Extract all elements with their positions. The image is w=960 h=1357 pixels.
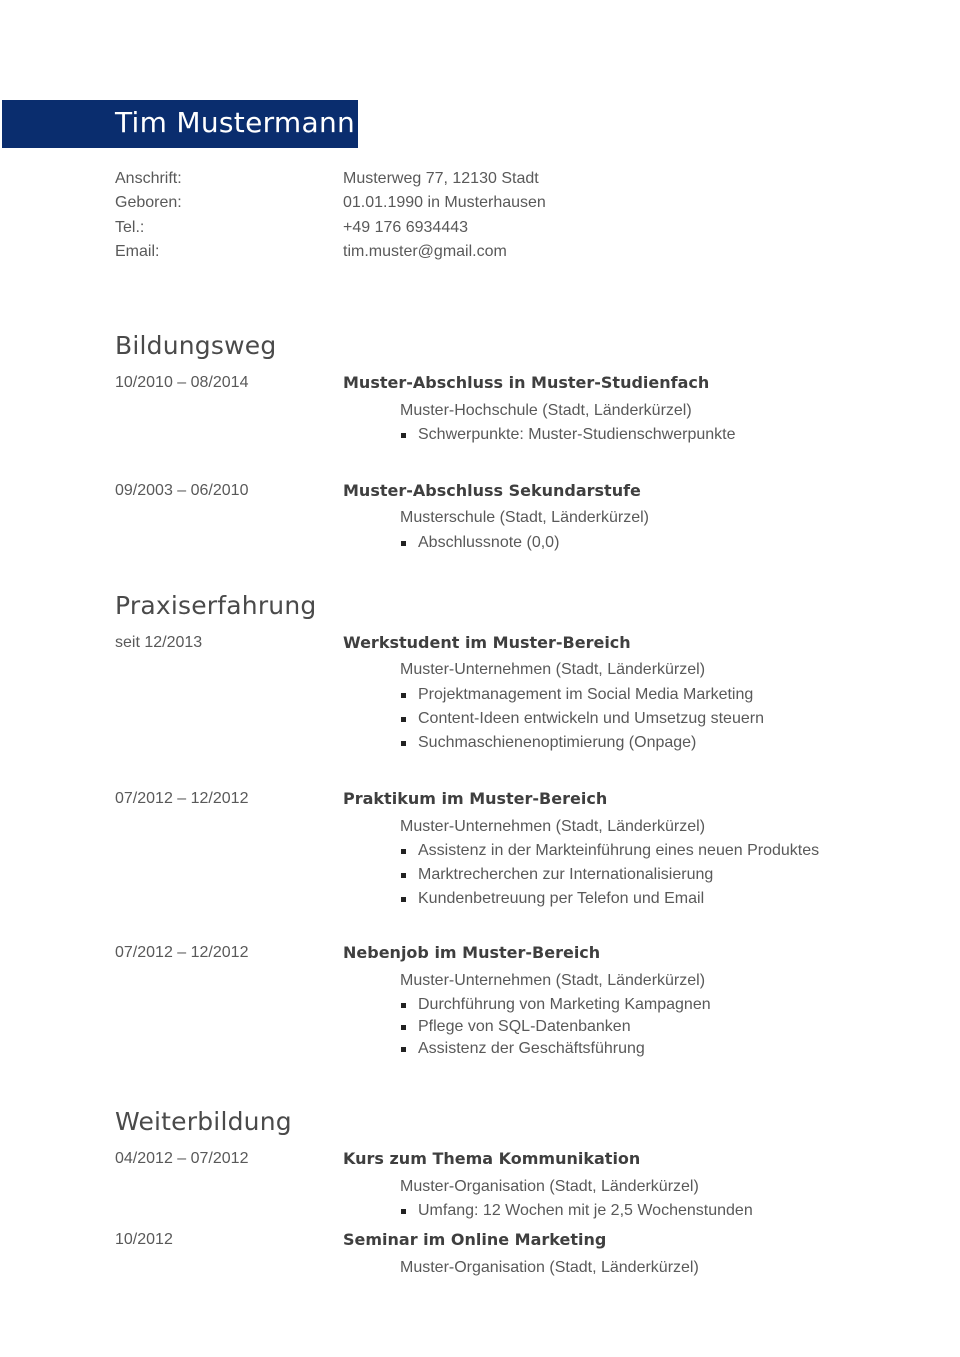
section-title-education: Bildungsweg [115, 331, 277, 360]
value-phone: +49 176 6934443 [343, 219, 469, 236]
entry-institution: Muster-Unternehmen (Stadt, Länderkürzel) [400, 818, 706, 835]
entry-bullet: Durchführung von Marketing Kampagnen [418, 996, 711, 1013]
entry-date: 10/2012 [115, 1231, 173, 1248]
entry-date: 04/2012 – 07/2012 [115, 1150, 249, 1167]
entry-title: Kurs zum Thema Kommunikation [343, 1149, 641, 1168]
entry-date: seit 12/2013 [115, 634, 203, 651]
value-birth: 01.01.1990 in Musterhausen [343, 194, 546, 211]
value-email: tim.muster@gmail.com [343, 243, 507, 260]
section-title-experience: Praxiserfahrung [115, 591, 317, 620]
label-address: Anschrift: [115, 170, 182, 187]
entry-bullet: Marktrecherchen zur Internationalisierung [418, 866, 714, 883]
entry-date: 10/2010 – 08/2014 [115, 374, 249, 391]
entry-bullet: Umfang: 12 Wochen mit je 2,5 Wochenstunden [418, 1202, 753, 1219]
label-birth: Geboren: [115, 194, 182, 211]
entry-institution: Muster-Hochschule (Stadt, Länderkürzel) [400, 402, 692, 419]
entry-bullet: Abschlussnote (0,0) [418, 534, 560, 551]
entry-bullet: Pflege von SQL-Datenbanken [418, 1018, 631, 1035]
entry-bullet: Suchmaschienenoptimierung (Onpage) [418, 734, 697, 751]
entry-institution: Muster-Organisation (Stadt, Länderkürzel) [400, 1259, 699, 1276]
full-name: Tim Mustermann [115, 106, 356, 139]
entry-title: Muster-Abschluss in Muster-Studienfach [343, 373, 710, 392]
entry-title: Nebenjob im Muster-Bereich [343, 943, 601, 962]
entry-institution: Muster-Unternehmen (Stadt, Länderkürzel) [400, 972, 706, 989]
entry-institution: Muster-Unternehmen (Stadt, Länderkürzel) [400, 661, 706, 678]
entry-title: Werkstudent im Muster-Bereich [343, 633, 631, 652]
entry-bullet: Assistenz der Geschäftsführung [418, 1040, 645, 1057]
entry-bullet: Content-Ideen entwickeln und Umsetzug steuern [418, 710, 764, 727]
entry-title: Seminar im Online Marketing [343, 1230, 607, 1249]
entry-institution: Muster-Organisation (Stadt, Länderkürzel) [400, 1178, 699, 1195]
entry-title: Praktikum im Muster-Bereich [343, 789, 608, 808]
entry-bullet: Kundenbetreuung per Telefon und Email [418, 890, 705, 907]
entry-bullet: Assistenz in der Markteinführung eines neuen Produktes [418, 842, 820, 859]
entry-date: 07/2012 – 12/2012 [115, 944, 249, 961]
entry-bullet: Schwerpunkte: Muster-Studienschwerpunkte [418, 426, 736, 443]
label-phone: Tel.: [115, 219, 145, 236]
name-banner [2, 100, 358, 148]
label-email: Email: [115, 243, 160, 260]
entry-date: 09/2003 – 06/2010 [115, 482, 249, 499]
value-address: Musterweg 77, 12130 Stadt [343, 170, 539, 187]
entry-date: 07/2012 – 12/2012 [115, 790, 249, 807]
entry-title: Muster-Abschluss Sekundarstufe [343, 481, 641, 500]
entry-institution: Musterschule (Stadt, Länderkürzel) [400, 509, 649, 526]
section-title-training: Weiterbildung [115, 1107, 292, 1136]
entry-bullet: Projektmanagement im Social Media Marketing [418, 686, 754, 703]
